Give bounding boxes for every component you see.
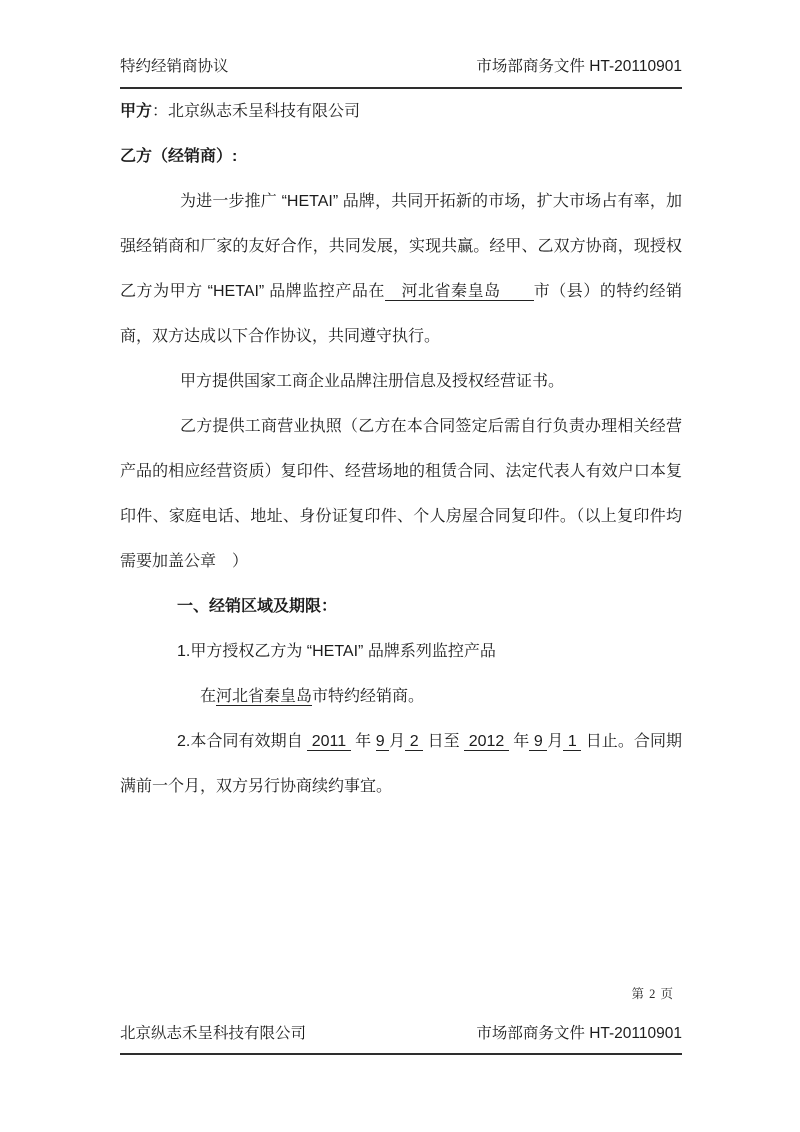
para-license-b bbox=[120, 404, 682, 584]
text-run: 甲方提供国家工商企业品牌注册信息及授权经营证书。 bbox=[180, 373, 565, 390]
party-a-value: ：北京纵志禾呈科技有限公司 bbox=[152, 103, 361, 120]
text-run: 在 bbox=[200, 688, 217, 705]
text-run: 年 bbox=[350, 733, 376, 750]
text-run: 年 bbox=[508, 733, 530, 750]
document-header bbox=[120, 0, 682, 89]
text-run: 月 bbox=[547, 733, 564, 750]
filled-blank: 1 bbox=[563, 733, 582, 750]
doc-body bbox=[120, 89, 682, 809]
filled-blank: 2012 bbox=[464, 733, 509, 750]
text-run: 市（县）的特约经销商，双方达成以下合作协议，共同遵守执行。 bbox=[120, 283, 682, 345]
para-item-1 bbox=[120, 629, 682, 674]
filled-blank: 河北省秦皇岛 bbox=[216, 688, 313, 705]
party-a-label: 甲方 bbox=[120, 103, 153, 120]
para-license-a bbox=[120, 359, 682, 404]
header-title: 特约经销商协议 bbox=[120, 58, 229, 75]
filled-blank: 河北省秦皇岛 bbox=[384, 283, 534, 300]
text-run: 2.本合同有效期自 bbox=[177, 733, 308, 750]
text-run: 乙方提供工商营业执照（乙方在本合同签定后需自行负责办理相关经营产品的相应经营资质）复印件、经营场地的租赁合同、法定代表人有效户口本复印件、家庭电话、地址、身份证复印件、个人房屋合同复印件。（以上复印件均需要加盖公章 ） bbox=[120, 418, 682, 570]
text-run: 一、经销区域及期限： bbox=[177, 598, 338, 615]
text-run: 日止。合同期满前一个月，双方另行协商续约事宜。 bbox=[120, 733, 683, 795]
para-item-2 bbox=[120, 719, 682, 809]
footer-company: 北京纵志禾呈科技有限公司 bbox=[120, 1025, 307, 1042]
para-item-1-region bbox=[120, 674, 682, 719]
filled-blank: 2011 bbox=[307, 733, 351, 750]
text-run: 月 bbox=[389, 733, 406, 750]
header-doc-code: 市场部商务文件 HT-20110901 bbox=[476, 58, 682, 75]
document-footer bbox=[120, 1021, 682, 1055]
text-run: 1.甲方授权乙方为 “HETAI” 品牌系列监控产品 bbox=[177, 643, 496, 660]
heading-section-1 bbox=[120, 584, 682, 629]
filled-blank: 2 bbox=[405, 733, 424, 750]
party-a-line bbox=[120, 89, 682, 134]
party-b-line bbox=[120, 134, 682, 179]
para-intro bbox=[120, 179, 682, 359]
filled-blank: 9 bbox=[375, 733, 390, 750]
party-b-label: 乙方（经销商）: bbox=[120, 148, 238, 165]
text-run: 为进一步推广 “HETAI” 品牌，共同开拓新的市场，扩大市场占有率，加强经销商和厂家的友好合作，共同发展，实现共赢。经甲、乙双方协商，现授权乙方为甲方 “HETAI” 品牌监控产品在 bbox=[120, 193, 682, 300]
filled-blank: 9 bbox=[529, 733, 548, 750]
footer-doc-code: 市场部商务文件 HT-20110901 bbox=[476, 1025, 682, 1042]
page-number: 第 2 页 bbox=[631, 987, 674, 1001]
text-run: 日至 bbox=[423, 733, 465, 750]
text-run: 市特约经销商。 bbox=[312, 688, 425, 705]
